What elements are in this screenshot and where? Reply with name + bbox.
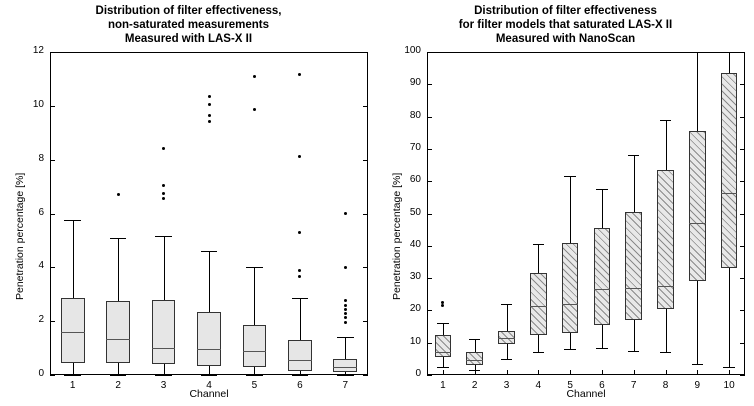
whisker-cap [292, 375, 309, 376]
y-tick-mark [740, 343, 745, 344]
y-axis-label-right: Penetration percentage [%] [391, 172, 403, 300]
whisker-cap [437, 367, 449, 368]
y-tick-label: 6 [38, 206, 44, 218]
outlier-point [344, 304, 347, 307]
whisker-line [634, 155, 635, 212]
box-plot-box [333, 359, 357, 372]
x-tick-label: 10 [723, 380, 735, 391]
whisker-cap [596, 348, 608, 349]
chart-title-left-line1: Distribution of filter effectiveness, [95, 5, 282, 17]
median-line [657, 286, 674, 287]
box-plot-box [197, 312, 221, 366]
median-line [625, 288, 642, 289]
y-tick-label: 4 [38, 260, 44, 272]
whisker-line [697, 52, 698, 131]
y-tick-label: 100 [404, 45, 421, 56]
y-tick-mark [363, 321, 368, 322]
outlier-point [208, 114, 211, 117]
median-line [243, 351, 267, 352]
whisker-cap [723, 52, 735, 53]
y-tick-label: 80 [409, 109, 421, 121]
whisker-cap [660, 120, 672, 121]
y-tick-mark [427, 343, 432, 344]
whisker-line [729, 52, 730, 73]
y-tick-mark [740, 181, 745, 182]
whisker-line [164, 236, 165, 299]
y-tick-label: 10 [32, 98, 44, 110]
y-tick-mark [363, 214, 368, 215]
whisker-line [538, 335, 539, 353]
x-tick-mark [570, 370, 571, 375]
median-line [498, 338, 515, 339]
whisker-cap [564, 176, 576, 177]
x-tick-label: 7 [342, 380, 349, 391]
median-line [333, 367, 357, 368]
y-tick-mark [427, 278, 432, 279]
median-line [562, 304, 579, 305]
y-tick-mark [50, 214, 55, 215]
whisker-cap [469, 339, 481, 340]
y-tick-mark [740, 52, 745, 53]
y-tick-mark [427, 117, 432, 118]
whisker-cap [533, 244, 545, 245]
median-line [152, 348, 176, 349]
whisker-line [118, 238, 119, 301]
median-line [721, 193, 738, 194]
y-tick-label: 50 [409, 206, 421, 218]
whisker-cap [64, 220, 81, 221]
x-tick-label: 7 [630, 380, 637, 391]
whisker-line [602, 325, 603, 348]
y-tick-label: 90 [409, 77, 421, 89]
chart-title-left-line3: Measured with LAS-X II [124, 33, 253, 45]
outlier-point [117, 193, 120, 196]
y-tick-label: 0 [38, 368, 44, 379]
median-line [594, 289, 611, 290]
whisker-line [443, 323, 444, 334]
whisker-cap [469, 370, 481, 371]
whisker-cap [246, 375, 263, 376]
x-tick-label: 2 [471, 380, 478, 391]
whisker-line [666, 120, 667, 170]
whisker-line [570, 333, 571, 349]
whisker-line [118, 363, 119, 375]
box-plot-box [721, 73, 738, 268]
whisker-line [697, 281, 698, 363]
whisker-line [345, 337, 346, 359]
whisker-cap [723, 367, 735, 368]
box-plot-box [657, 170, 674, 309]
whisker-line [602, 189, 603, 228]
box-plot-box [243, 325, 267, 367]
y-tick-label: 0 [415, 368, 421, 379]
box-plot-box [106, 301, 130, 363]
whisker-cap [201, 375, 218, 376]
x-tick-label: 8 [662, 380, 669, 391]
y-tick-label: 8 [38, 152, 44, 164]
whisker-line [507, 304, 508, 331]
y-tick-mark [740, 375, 745, 376]
outlier-point [162, 192, 165, 195]
chart-title-right-line2: for filter models that saturated LAS-X II [458, 19, 673, 31]
x-tick-label: 3 [160, 380, 167, 391]
whisker-cap [246, 267, 263, 268]
y-tick-mark [363, 52, 368, 53]
y-tick-label: 2 [38, 314, 44, 326]
x-tick-label: 4 [206, 380, 212, 391]
outlier-point [344, 321, 347, 324]
whisker-cap [155, 375, 172, 376]
whisker-cap [692, 364, 704, 365]
outlier-point [208, 95, 211, 98]
y-axis-label-left: Penetration percentage [%] [14, 172, 26, 300]
median-line [106, 339, 130, 340]
y-tick-mark [50, 267, 55, 268]
whisker-cap [337, 337, 354, 338]
y-tick-label: 60 [409, 174, 421, 186]
whisker-line [475, 339, 476, 352]
whisker-cap [201, 251, 218, 252]
y-tick-mark [427, 246, 432, 247]
median-line [466, 360, 483, 361]
chart-title-right-line3: Measured with NanoScan [495, 33, 636, 45]
median-line [530, 306, 547, 307]
box-plot-box [625, 212, 642, 320]
x-tick-label: 6 [599, 380, 605, 391]
box-plot-box [562, 243, 579, 333]
whisker-cap [292, 298, 309, 299]
box-plot-box [594, 228, 611, 325]
whisker-cap [628, 351, 640, 352]
box-plot-box [435, 335, 452, 358]
x-tick-mark [666, 370, 667, 375]
y-tick-mark [50, 321, 55, 322]
box-plot-box [288, 340, 312, 371]
outlier-point [208, 103, 211, 106]
outlier-point [253, 75, 256, 78]
y-tick-mark [50, 106, 55, 107]
whisker-line [254, 367, 255, 375]
x-tick-label: 4 [535, 380, 542, 391]
y-tick-label: 12 [32, 45, 44, 56]
whisker-line [209, 366, 210, 375]
x-tick-label: 1 [69, 380, 76, 391]
y-tick-label: 70 [409, 141, 421, 153]
y-tick-mark [427, 310, 432, 311]
box-plot-box [530, 273, 547, 334]
x-tick-mark [538, 370, 539, 375]
chart-title-left-line2: non-saturated measurements [107, 19, 270, 31]
whisker-cap [660, 352, 672, 353]
median-line [197, 349, 221, 350]
y-tick-mark [427, 52, 432, 53]
box-plot-box [61, 298, 85, 363]
whisker-line [666, 309, 667, 353]
whisker-line [254, 267, 255, 325]
x-tick-mark [507, 370, 508, 375]
median-line [288, 360, 312, 361]
y-tick-label: 30 [409, 271, 421, 283]
whisker-cap [564, 349, 576, 350]
outlier-point [344, 266, 347, 269]
y-tick-mark [740, 84, 745, 85]
x-tick-mark [634, 370, 635, 375]
whisker-line [729, 268, 730, 367]
median-line [435, 352, 452, 353]
whisker-line [209, 251, 210, 312]
chart-panel-right [377, 0, 754, 406]
x-tick-label: 6 [297, 380, 303, 391]
outlier-point [344, 212, 347, 215]
y-tick-mark [363, 106, 368, 107]
whisker-cap [692, 52, 704, 53]
y-tick-mark [50, 52, 55, 53]
median-line [689, 223, 706, 224]
whisker-line [73, 220, 74, 298]
whisker-cap [110, 238, 127, 239]
x-tick-label: 9 [694, 380, 701, 391]
y-tick-mark [363, 375, 368, 376]
whisker-cap [628, 155, 640, 156]
whisker-cap [501, 304, 513, 305]
y-tick-mark [740, 149, 745, 150]
x-tick-mark [602, 370, 603, 375]
box-plot-box [689, 131, 706, 281]
whisker-line [570, 176, 571, 242]
y-tick-mark [427, 84, 432, 85]
whisker-line [164, 364, 165, 375]
y-tick-mark [427, 181, 432, 182]
y-tick-mark [363, 267, 368, 268]
y-tick-label: 10 [409, 335, 421, 347]
x-tick-mark [443, 370, 444, 375]
x-tick-label: 5 [251, 380, 258, 391]
y-tick-mark [740, 278, 745, 279]
y-tick-mark [427, 375, 432, 376]
y-tick-mark [740, 117, 745, 118]
whisker-line [538, 244, 539, 273]
x-tick-mark [729, 370, 730, 375]
chart-title-right-line1: Distribution of filter effectiveness [474, 5, 657, 17]
whisker-line [300, 298, 301, 340]
y-tick-label: 20 [409, 303, 421, 315]
whisker-cap [110, 375, 127, 376]
outlier-point [344, 308, 347, 311]
x-tick-label: 3 [503, 380, 510, 391]
whisker-line [634, 320, 635, 351]
y-tick-mark [427, 214, 432, 215]
whisker-cap [337, 375, 354, 376]
y-tick-label: 40 [409, 238, 421, 250]
box-plot-box [152, 300, 176, 365]
whisker-cap [596, 189, 608, 190]
x-tick-label: 5 [567, 380, 573, 391]
box-plot-box [466, 352, 483, 365]
outlier-point [344, 316, 347, 319]
whisker-cap [64, 375, 81, 376]
y-tick-mark [363, 160, 368, 161]
x-tick-label: 1 [440, 380, 446, 391]
y-tick-mark [740, 214, 745, 215]
whisker-line [507, 344, 508, 359]
x-axis-label-left: Channel [189, 388, 229, 400]
y-tick-mark [50, 160, 55, 161]
outlier-point [162, 184, 165, 187]
outlier-point [344, 312, 347, 315]
whisker-cap [533, 352, 545, 353]
whisker-cap [155, 236, 172, 237]
y-tick-mark [740, 310, 745, 311]
whisker-cap [437, 323, 449, 324]
whisker-cap [501, 359, 513, 360]
y-tick-mark [740, 246, 745, 247]
x-axis-label-right: Channel [566, 388, 606, 400]
whisker-line [443, 357, 444, 367]
x-tick-label: 2 [115, 380, 121, 391]
y-tick-mark [50, 375, 55, 376]
y-tick-mark [427, 149, 432, 150]
whisker-line [73, 363, 74, 375]
x-tick-mark [697, 370, 698, 375]
median-line [61, 332, 85, 333]
